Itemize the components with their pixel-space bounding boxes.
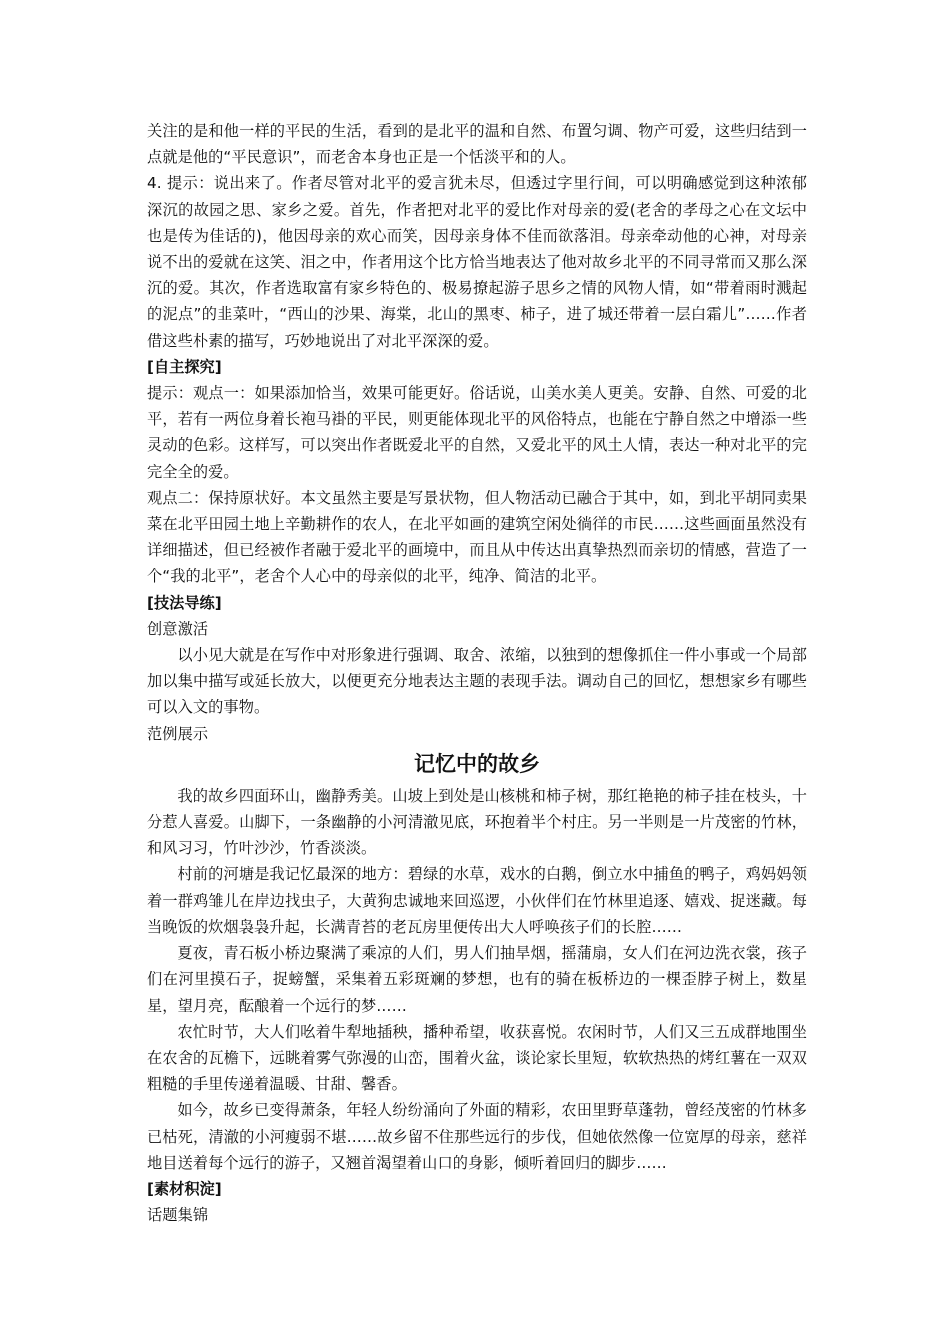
subheading-example: 范例展示 — [147, 724, 209, 743]
paragraph-hint-4: 4. 提示：说出来了。作者尽管对北平的爱言犹未尽，但透过字里行间，可以明确感觉到这种浓郁深沉的故园之思、家乡之爱。首先，作者把对北平的爱比作对母亲的爱(老舍的孝母之心在文坛中也是传为佳话的)，他因母亲的欢心而笑，因母亲身体不佳而欲落泪。母亲牵动他的心神，对母亲说不出的爱就在这笑、泪之中，作者用这个比方恰当地表达了他对故乡北平的不同寻常而又那么深沉的爱。其次，作者选取富有家乡特色的、极易撩起游子思乡之情的风物人情，如“带着雨时溅起的泥点”的韭菜叶，“西山的沙果、海棠，北山的黑枣、柿子，进了城还带着一层白霜儿”……作者借这些朴素的描写，巧妙地说出了对北平深深的爱。 — [147, 174, 807, 350]
subheading-creative: 创意激活 — [147, 619, 209, 638]
essay-paragraph-1: 我的故乡四面环山，幽静秀美。山坡上到处是山核桃和柿子树，那红艳艳的柿子挂在枝头，十分惹人喜爱。山脚下，一条幽静的小河清澈见底，环抱着半个村庄。另一半则是一片茂密的竹林，和风习习，竹叶沙沙，竹香淡淡。 — [147, 786, 807, 858]
paragraph-technique: 以小见大就是在写作中对形象进行强调、取舍、浓缩，以独到的想像抓住一件小事或一个局部加以集中描写或延长放大，以便更充分地表达主题的表现手法。调动自己的回忆，想想家乡有哪些可以入文的事物。 — [147, 646, 807, 717]
section-heading-material: [素材积淀] — [147, 1179, 222, 1198]
section-heading-explore: [自主探究] — [147, 357, 222, 376]
section-heading-skill: [技法导练] — [147, 593, 222, 612]
paragraph-civilian-consciousness: 关注的是和他一样的平民的生活，看到的是北平的温和自然、布置匀调、物产可爱，这些归结到一点就是他的“平民意识”，而老舍本身也正是一个恬淡平和的人。 — [147, 122, 807, 167]
subheading-topic: 话题集锦 — [147, 1206, 209, 1225]
essay-title: 记忆中的故乡 — [414, 751, 540, 776]
essay-paragraph-5: 如今，故乡已变得萧条，年轻人纷纷涌向了外面的精彩，农田里野草蓬勃，曾经茂密的竹林多已枯死，清澈的小河瘦弱不堪……故乡留不住那些远行的步伐，但她依然像一位宽厚的母亲，慈祥地目送着每个远行的游子，又翘首渴望着山口的身影，倾听着回归的脚步…… — [147, 1101, 807, 1172]
paragraph-viewpoint-1: 提示：观点一：如果添加恰当，效果可能更好。俗话说，山美水美人更美。安静、自然、可爱的北平，若有一两位身着长袍马褂的平民，则更能体现北平的风俗特点，也能在宁静自然之中增添一些灵动的色彩。这样写，可以突出作者既爱北平的自然，又爱北平的风土人情，表达一种对北平的完完全全的爱。 — [147, 384, 807, 481]
essay-paragraph-2: 村前的河塘是我记忆最深的地方：碧绿的水草，戏水的白鹅，倒立水中捕鱼的鸭子，鸡妈妈领着一群鸡雏儿在岸边找虫子，大黄狗忠诚地来回巡逻，小伙伴们在竹林里追逐、嬉戏、捉迷藏。每当晚饭的炊烟袅袅升起，长满青苔的老瓦房里便传出大人呼唤孩子们的长腔…… — [147, 865, 807, 936]
document-page — [147, 118, 807, 1228]
essay-paragraph-3: 夏夜，青石板小桥边聚满了乘凉的人们，男人们抽旱烟，摇蒲扇，女人们在河边洗衣裳，孩子们在河里摸石子，捉螃蟹，采集着五彩斑斓的梦想，也有的骑在板桥边的一棵歪脖子树上，数星星，望月亮，酝酿着一个远行的梦…… — [147, 944, 807, 1015]
essay-paragraph-4: 农忙时节，大人们吆着牛犁地插秧，播种希望，收获喜悦。农闲时节，人们又三五成群地围坐在农舍的瓦檐下，远眺着雾气弥漫的山峦，围着火盆，谈论家长里短，软软热热的烤红薯在一双双粗糙的手里传递着温暖、甘甜、馨香。 — [147, 1022, 807, 1094]
paragraph-viewpoint-2: 观点二：保持原状好。本文虽然主要是写景状物，但人物活动已融合于其中，如，到北平胡同卖果菜在北平田园土地上辛勤耕作的农人，在北平如画的建筑空闲处徜徉的市民……这些画面虽然没有详细描述，但已经被作者融于爱北平的画境中，而且从中传达出真挚热烈而亲切的情感，营造了一个“我的北平”，老舍个人心中的母亲似的北平，纯净、简洁的北平。 — [147, 488, 807, 586]
